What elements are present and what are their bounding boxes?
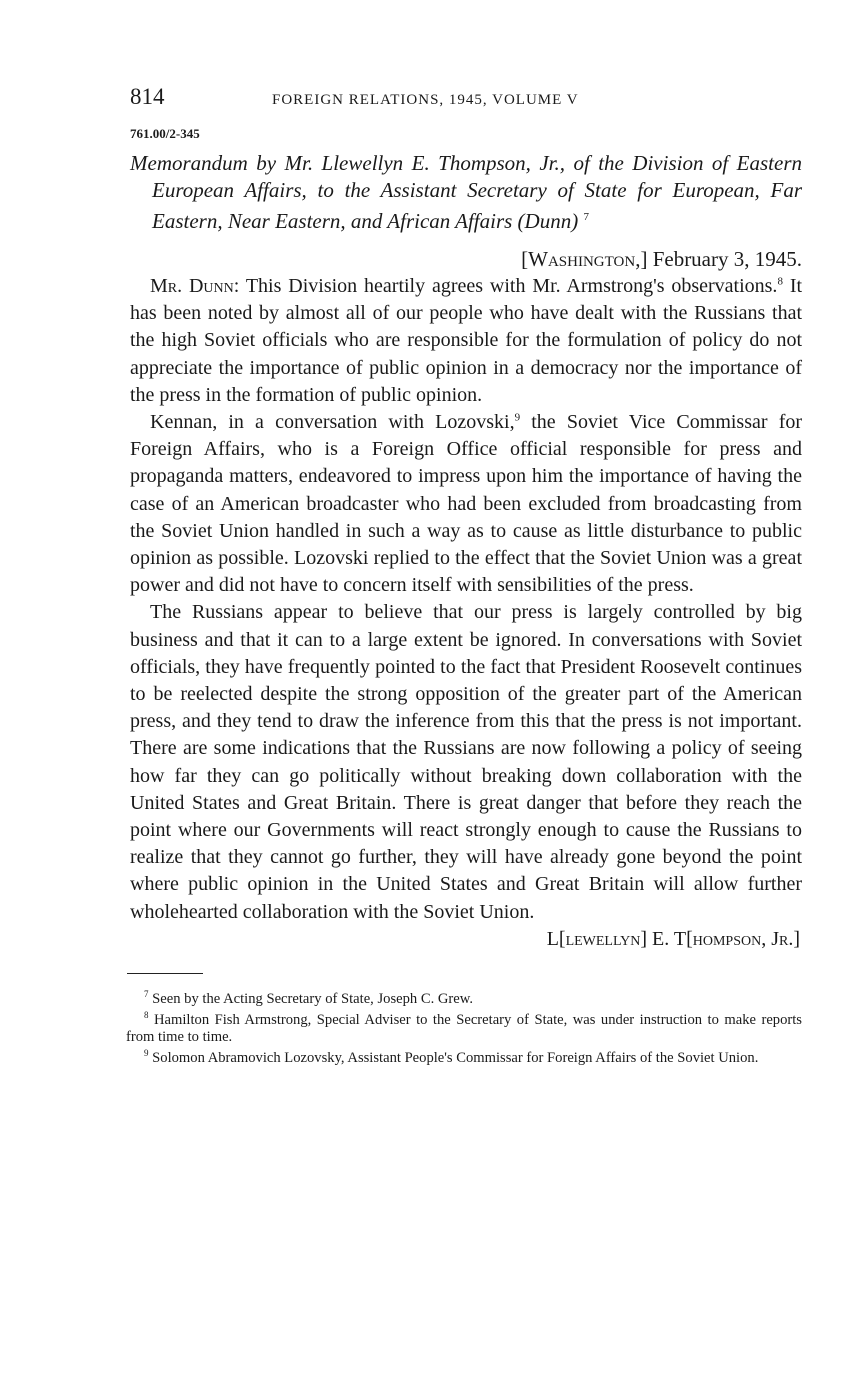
footnote-text: Hamilton Fish Armstrong, Special Adviser to the Secretary of State, was under instruction to make reports from time to time. [126,1012,802,1045]
footnote-ref-7: 7 [583,211,589,223]
footnote-9 [126,1045,802,1066]
footnote-ref-8: 8 [777,275,783,288]
footnote-8 [126,1007,802,1045]
body-paragraph-3: The Russians appear to believe that our press is largely controlled by big business and that it can to a large extent be ignored. In conversations with Soviet officials, they have frequently pointed to the fact that President Roosevelt continues to be reelected despite the strong opposition of the greater part of the American press, and they tend to draw the inference from this that the press is not important. There are some indications that the Russians are now following a policy of seeing how far they can go politically without breaking down collaboration with the United States and Great Britain. There is great danger that before they reach the point where our Governments will react strongly enough to cause the Russians to realize that they cannot go further, they will have already gone beyond the point where public opinion in the United States and Great Britain will allow further wholehearted collaboration with the Soviet Union. [130,601,802,923]
para1-text-a: This Division heartily agrees with Mr. Armstrong's observations. [245,275,778,297]
para1-text-b: It has been noted by almost all of our people who have dealt with the Russians that the high Soviet officials who are responsible for the formulation of policy do not appreciate the importance of public opinion in a democracy nor the importance of the press in the formation of public opinion. [130,275,803,406]
running-head [130,84,802,118]
para2-text-a: Kennan, in a conversation with Lozovski, [150,411,515,434]
footnote-ref-9: 9 [514,411,521,424]
footnote-number: 9 [144,1048,149,1059]
dateline-date: February 3, 1945. [652,247,802,271]
dateline [130,246,802,273]
footnote-number: 7 [144,988,149,999]
document-page [126,84,803,1066]
body-paragraph-2 [130,409,802,599]
running-title: FOREIGN RELATIONS, 1945, VOLUME V [272,92,579,108]
document-title [130,150,802,235]
footnote-number: 8 [144,1010,149,1021]
footnote-divider [127,973,203,974]
dateline-place: [Washington,] [521,247,648,271]
file-number: 761.00/2-345 [130,126,200,141]
footnote-text: Seen by the Acting Secretary of State, Joseph C. Grew. [152,990,474,1007]
document-title-text: Memorandum by Mr. Llewellyn E. Thompson, Jr., of the Division of Eastern European Affairs, to the Assistant Secretary of State for European, Far Eastern, Near Eastern, and African Affairs (Dunn) [130,151,802,233]
signature: L[lewellyn] E. T[hompson, Jr.] [546,927,800,950]
footnotes [126,986,802,1067]
footnote-7 [126,986,802,1007]
page-number: 814 [130,84,165,109]
body-paragraph-1 [130,273,802,409]
para2-text-b: the Soviet Vice Commissar for Foreign Affairs, who is a Foreign Office official responsible for press and propaganda matters, endeavored to impress upon him the importance of having the case of an American broadcaster who had been excluded from broadcasting from the Soviet Union handled in such a way as to cause as little disturbance to public opinion as possible. Lozovski replied to the effect that the Soviet Union was a great power and did not have to concern itself with sensibilities of the press. [130,411,803,597]
footnote-text: Solomon Abramovich Lozovsky, Assistant People's Commissar for Foreign Affairs of the Soviet Union. [152,1049,759,1066]
salutation: Mr. Dunn: [150,275,240,297]
